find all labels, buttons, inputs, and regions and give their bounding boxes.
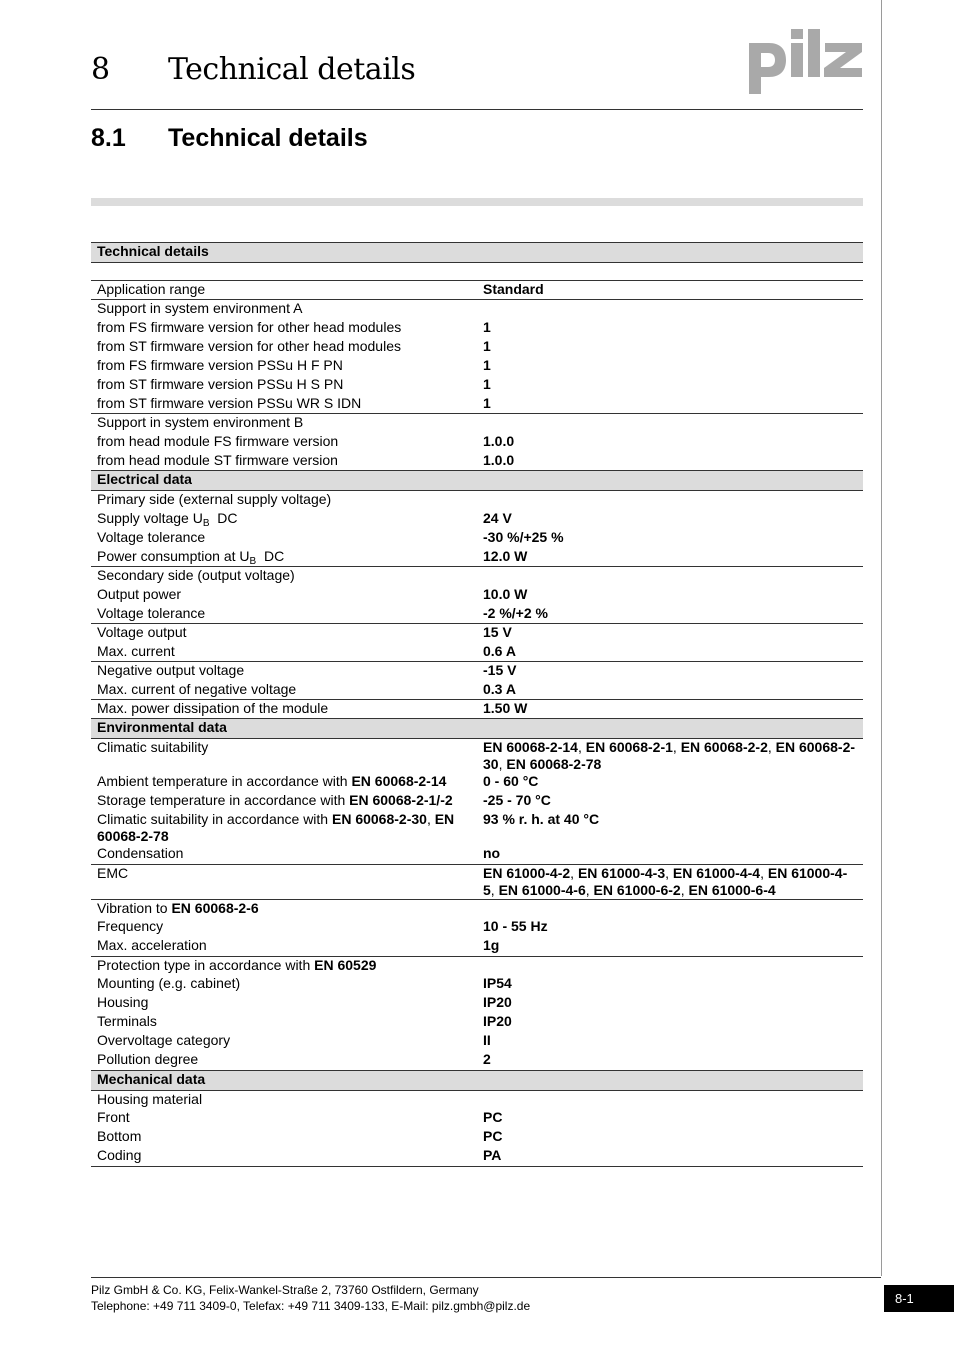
- row-value: 1: [483, 356, 491, 373]
- row-value: 1.0.0: [483, 432, 515, 449]
- row-value-part: ,: [585, 881, 594, 898]
- row-label: Max. current of negative voltage: [97, 680, 297, 697]
- row-value: [477, 300, 863, 319]
- row-label: Voltage output: [91, 624, 477, 643]
- section-band: [91, 198, 863, 206]
- table-row: [91, 918, 863, 937]
- group-header-label: Environmental data: [91, 719, 863, 739]
- row-value: [477, 739, 863, 774]
- group-header-label: Electrical data: [91, 471, 863, 491]
- row-value: 0 - 60 °C: [483, 773, 539, 789]
- row-value: [477, 1090, 863, 1109]
- table-row: [91, 1090, 863, 1109]
- row-value: [477, 899, 863, 918]
- row-value-part: ,: [570, 864, 578, 881]
- table-row: [91, 605, 863, 624]
- row-value: 10 - 55 Hz: [483, 918, 548, 934]
- row-value: 0.6 A: [483, 642, 516, 659]
- row-value: IP20: [483, 994, 512, 1010]
- row-value-part: EN 60068-2-2: [680, 739, 768, 755]
- table-group-header: [91, 471, 863, 491]
- row-label: Condensation: [97, 845, 184, 861]
- table-row: [91, 357, 863, 376]
- row-value: -30 %/+25 %: [483, 528, 564, 545]
- table-row: [91, 567, 863, 586]
- row-label: Support in system environment B: [91, 414, 477, 433]
- row-label: Pollution degree: [97, 1051, 199, 1067]
- row-value: [477, 491, 863, 510]
- row-label: Support in system environment A: [91, 300, 477, 319]
- table-row: [91, 956, 863, 975]
- table-row: [91, 1109, 863, 1128]
- table-title-row: [91, 243, 863, 263]
- table-row: [91, 773, 863, 792]
- table-title: Technical details: [91, 243, 863, 263]
- table-row: [91, 319, 863, 338]
- table-row: [91, 1147, 863, 1166]
- row-label: from FS firmware version PSSu H F PN: [97, 356, 343, 373]
- table-row: [91, 338, 863, 357]
- table-group-header: [91, 1070, 863, 1090]
- row-label: Climatic suitability: [97, 739, 209, 755]
- row-value: 1g: [483, 937, 500, 953]
- row-label: from ST firmware version PSSu WR S IDN: [97, 394, 362, 411]
- section-number: 8.1: [91, 124, 126, 152]
- row-value-part: EN 61000-6-4: [688, 881, 776, 898]
- row-label-part: Climatic suitability in accordance with: [97, 811, 332, 827]
- table-row: [91, 681, 863, 700]
- table-row: [91, 1051, 863, 1070]
- row-value-part: ,: [665, 864, 673, 881]
- row-label: [91, 956, 477, 975]
- table-row: [91, 975, 863, 994]
- row-label-part: Protection type in accordance with: [97, 956, 315, 973]
- row-label: [91, 548, 477, 567]
- row-label-part: Ambient temperature in accordance with: [97, 773, 352, 789]
- technical-details-table: [91, 242, 863, 1167]
- technical-details-table-body: [91, 243, 863, 1167]
- chapter-title: Technical details: [168, 52, 416, 87]
- table-row: [91, 1013, 863, 1032]
- pilz-logo-letters: [749, 29, 862, 94]
- row-value: 10.0 W: [483, 585, 528, 602]
- table-row: [91, 643, 863, 662]
- row-value: 0.3 A: [483, 680, 516, 697]
- row-label-part: EN 60068-2-1/-2: [349, 792, 453, 808]
- row-value-part: EN 61000-4-3: [577, 864, 666, 881]
- row-value-part: EN 60068-2-14: [483, 739, 578, 755]
- row-value-part: ,: [672, 739, 681, 755]
- row-label-suffix: DC: [209, 509, 238, 526]
- row-value-part: ,: [767, 739, 776, 755]
- row-label: Application range: [97, 281, 206, 297]
- row-label-part: EN 60068-2-6: [171, 899, 259, 916]
- row-value: [477, 864, 863, 899]
- row-label-part: EN 60068-2-30: [331, 811, 427, 827]
- row-value-part: EN 61000-4-5: [483, 864, 848, 898]
- row-value-part: EN 60068-2-30: [483, 739, 856, 772]
- row-label: from head module FS firmware version: [97, 432, 339, 449]
- row-value-part: EN 61000-4-6: [498, 881, 586, 898]
- header-rule: [91, 109, 863, 110]
- row-label: Frequency: [97, 918, 164, 934]
- row-label: Terminals: [97, 1013, 157, 1029]
- row-label: [91, 510, 477, 529]
- row-label: [91, 811, 477, 845]
- row-value-part: EN 61000-4-4: [672, 864, 761, 881]
- row-label-part: ,: [426, 811, 435, 827]
- table-row: [91, 586, 863, 605]
- row-value: -25 - 70 °C: [483, 792, 551, 808]
- row-value: 1: [483, 394, 491, 411]
- row-label-part: Vibration to: [97, 899, 172, 916]
- row-value: 1.0.0: [483, 451, 515, 468]
- row-value: IP20: [483, 1013, 512, 1029]
- footer-address: Pilz GmbH & Co. KG, Felix-Wankel-Straße 2, 73760 Ostfildern, Germany: [91, 1283, 479, 1297]
- row-label: Primary side (external supply voltage): [97, 491, 332, 507]
- row-label: [91, 792, 477, 811]
- row-label: EMC: [91, 864, 477, 899]
- chapter-number: 8: [91, 52, 110, 87]
- page-margin-line: [881, 0, 882, 1276]
- row-value: 24 V: [483, 509, 512, 526]
- row-label-part: EN 60068-2-78: [97, 811, 455, 844]
- footer-contact: Telephone: +49 711 3409-0, Telefax: +49 711 3409-133, E-Mail: pilz.gmbh@pilz.de: [91, 1299, 531, 1313]
- table-row: [91, 433, 863, 452]
- row-value: no: [483, 845, 501, 861]
- page-number: 8-1: [884, 1285, 954, 1312]
- table-row: [91, 811, 863, 845]
- row-value-part: EN 61000-4-2: [483, 864, 571, 881]
- pilz-logo: [747, 29, 864, 95]
- row-value-part: ,: [680, 881, 689, 898]
- row-value: [477, 956, 863, 975]
- row-value: [477, 414, 863, 433]
- row-label: Front: [97, 1109, 130, 1125]
- table-row: [91, 414, 863, 433]
- row-label: Housing: [97, 994, 149, 1010]
- row-value-part: ,: [577, 739, 586, 755]
- row-label-subscript: B: [249, 555, 257, 567]
- table-row: [91, 739, 863, 774]
- row-label: Max. acceleration: [97, 937, 207, 953]
- row-label: Negative output voltage: [91, 662, 477, 681]
- table-row: [91, 937, 863, 956]
- row-value: 2: [483, 1051, 491, 1067]
- table-row: [91, 491, 863, 510]
- table-row: [91, 662, 863, 681]
- row-value-part: EN 60068-2-78: [506, 756, 602, 772]
- footer-rule: [91, 1277, 881, 1278]
- row-label: Overvoltage category: [97, 1032, 231, 1048]
- row-label-suffix: DC: [256, 547, 285, 564]
- row-label: Voltage tolerance: [97, 604, 206, 621]
- row-value: PC: [483, 1128, 503, 1144]
- row-value: -2 %/+2 %: [483, 604, 548, 621]
- row-label: [91, 773, 477, 792]
- row-value: PA: [477, 1147, 863, 1166]
- row-label: from head module ST firmware version: [97, 451, 338, 468]
- row-value: 93 % r. h. at 40 °C: [483, 811, 600, 827]
- table-row: [91, 845, 863, 864]
- row-value: 1: [483, 375, 491, 392]
- row-label: from FS firmware version for other head modules: [97, 318, 402, 335]
- row-value: II: [483, 1032, 491, 1048]
- row-value: 1: [483, 337, 491, 354]
- row-value: 15 V: [477, 624, 863, 643]
- table-row: [91, 281, 863, 300]
- row-label: Housing material: [97, 1090, 203, 1107]
- row-value-part: ,: [490, 881, 499, 898]
- row-label: Coding: [91, 1147, 477, 1166]
- row-value-part: EN 61000-6-2: [593, 881, 681, 898]
- row-value: IP54: [483, 975, 512, 991]
- row-value: -15 V: [477, 662, 863, 681]
- row-value: 1.50 W: [477, 700, 863, 719]
- table-row: [91, 899, 863, 918]
- table-row: [91, 395, 863, 414]
- table-row: [91, 376, 863, 395]
- section-title: Technical details: [168, 124, 368, 152]
- table-row: [91, 864, 863, 899]
- table-row: [91, 792, 863, 811]
- table-group-header: [91, 719, 863, 739]
- row-value-part: EN 60068-2-1: [585, 739, 673, 755]
- row-label: Bottom: [97, 1128, 142, 1144]
- table-row: [91, 548, 863, 567]
- row-label-text: Supply voltage U: [97, 509, 203, 526]
- row-label-text: Power consumption at U: [97, 547, 250, 564]
- row-value: 12.0 W: [483, 547, 528, 564]
- table-row: [91, 300, 863, 319]
- row-label-part: Storage temperature in accordance with: [97, 792, 350, 808]
- row-label: Max. power dissipation of the module: [91, 700, 477, 719]
- table-row: [91, 452, 863, 471]
- row-value-part: ,: [498, 756, 507, 772]
- row-value: Standard: [483, 281, 544, 297]
- row-value: PC: [483, 1109, 503, 1125]
- table-row: [91, 1032, 863, 1051]
- row-label: Output power: [97, 585, 182, 602]
- table-row: [91, 510, 863, 529]
- table-row: [91, 700, 863, 719]
- row-label: [91, 899, 477, 918]
- row-value-part: ,: [760, 864, 768, 881]
- row-label-part: EN 60068-2-14: [351, 773, 447, 789]
- row-value: [477, 567, 863, 586]
- row-label: from ST firmware version PSSu H S PN: [97, 375, 344, 392]
- table-row: [91, 624, 863, 643]
- row-label-part: EN 60529: [314, 956, 377, 973]
- row-label: Mounting (e.g. cabinet): [97, 975, 241, 991]
- table-spacer: [91, 263, 863, 281]
- table-spacer-row: [91, 263, 863, 281]
- row-value: 1: [483, 318, 491, 335]
- table-row: [91, 529, 863, 548]
- table-row: [91, 1128, 863, 1147]
- row-label: Voltage tolerance: [97, 528, 206, 545]
- row-label-subscript: B: [202, 517, 210, 529]
- row-label: Secondary side (output voltage): [91, 567, 477, 586]
- row-label: Max. current: [97, 642, 175, 659]
- row-label: from ST firmware version for other head modules: [97, 337, 401, 354]
- table-row: [91, 994, 863, 1013]
- group-header-label: Mechanical data: [91, 1070, 863, 1090]
